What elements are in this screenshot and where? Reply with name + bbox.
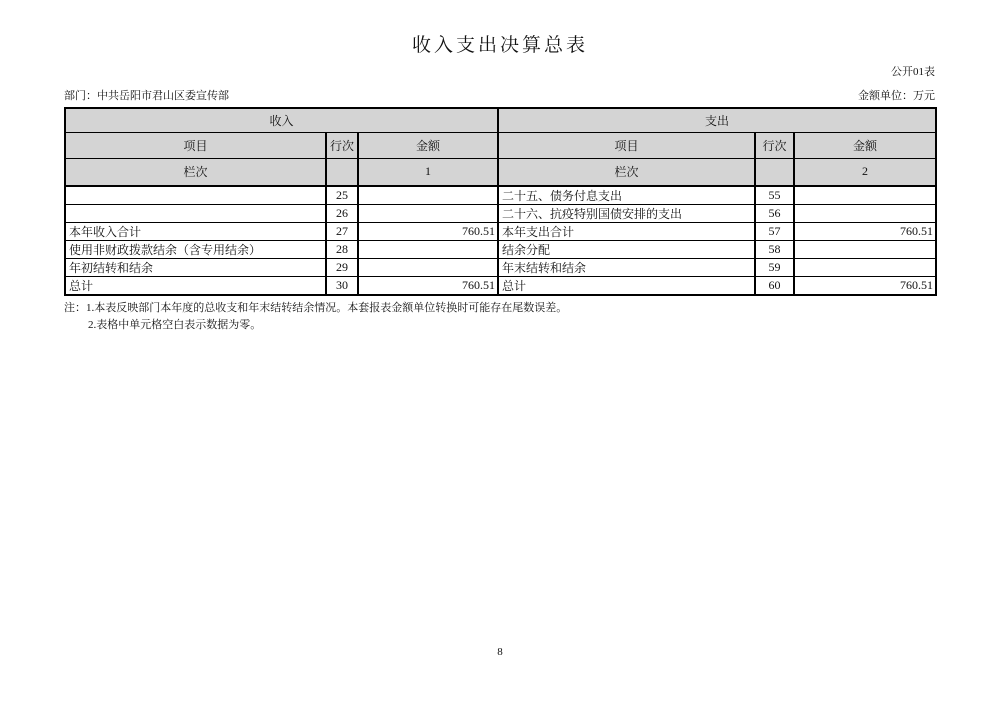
- doc-type-label: 公开01表: [891, 66, 935, 78]
- income-item-cell: 总计: [65, 277, 326, 296]
- column-header-row: [65, 132, 936, 158]
- page-title: 收入支出决算总表: [411, 35, 588, 56]
- expense-rowno-header: 行次: [755, 132, 794, 158]
- income-rowno-header: 行次: [326, 132, 358, 158]
- expense-amount-cell: [794, 241, 936, 259]
- table-row: [65, 205, 936, 223]
- column-index-row: [65, 158, 936, 186]
- table-row: [65, 223, 936, 241]
- income-rowno-cell: 26: [326, 205, 358, 223]
- expense-index-label: 栏次: [498, 158, 755, 186]
- expense-index-blank: [755, 158, 794, 186]
- expense-item-header: 项目: [498, 132, 755, 158]
- income-rowno-cell: 29: [326, 259, 358, 277]
- expense-item-cell: 年末结转和结余: [498, 259, 755, 277]
- meta-row: [64, 90, 935, 103]
- income-expense-table: [64, 107, 937, 296]
- expense-rowno-cell: 60: [755, 277, 794, 296]
- income-rowno-cell: 27: [326, 223, 358, 241]
- income-rowno-cell: 28: [326, 241, 358, 259]
- expense-rowno-cell: 55: [755, 186, 794, 205]
- income-amount-cell: [358, 186, 498, 205]
- table-row: [65, 241, 936, 259]
- expense-rowno-cell: 59: [755, 259, 794, 277]
- expense-item-cell: 本年支出合计: [498, 223, 755, 241]
- income-amount-cell: [358, 259, 498, 277]
- income-amount-cell: 760.51: [358, 277, 498, 296]
- income-index-blank: [326, 158, 358, 186]
- income-item-cell: 年初结转和结余: [65, 259, 326, 277]
- department-label: 部门：中共岳阳市君山区委宣传部: [64, 90, 229, 102]
- income-index-label: 栏次: [65, 158, 326, 186]
- income-item-cell: [65, 186, 326, 205]
- expense-rowno-cell: 57: [755, 223, 794, 241]
- income-item-cell: [65, 205, 326, 223]
- income-rowno-cell: 25: [326, 186, 358, 205]
- income-amount-cell: 760.51: [358, 223, 498, 241]
- footnotes: [64, 300, 935, 334]
- expense-item-cell: 二十五、债务付息支出: [498, 186, 755, 205]
- expense-rowno-cell: 56: [755, 205, 794, 223]
- expense-amount-header: 金额: [794, 132, 936, 158]
- expense-amount-cell: [794, 186, 936, 205]
- unit-label: 金额单位：万元: [858, 90, 935, 102]
- footnote-1: 注：1.本表反映部门本年度的总收支和年末结转结余情况。本套报表金额单位转换时可能存在尾数误差。: [64, 302, 568, 314]
- income-amount-header: 金额: [358, 132, 498, 158]
- income-item-cell: 使用非财政拨款结余（含专用结余）: [65, 241, 326, 259]
- expense-rowno-cell: 58: [755, 241, 794, 259]
- income-amount-cell: [358, 241, 498, 259]
- expense-section-header: 支出: [498, 108, 936, 132]
- expense-amount-cell: 760.51: [794, 277, 936, 296]
- expense-index-number: 2: [794, 158, 936, 186]
- expense-item-cell: 总计: [498, 277, 755, 296]
- section-header-row: [65, 108, 936, 132]
- income-item-cell: 本年收入合计: [65, 223, 326, 241]
- page-number: 8: [497, 646, 503, 658]
- income-index-number: 1: [358, 158, 498, 186]
- income-section-header: 收入: [65, 108, 498, 132]
- income-rowno-cell: 30: [326, 277, 358, 296]
- table-row: [65, 277, 936, 296]
- income-amount-cell: [358, 205, 498, 223]
- content-container: [64, 66, 935, 334]
- expense-amount-cell: [794, 205, 936, 223]
- expense-item-cell: 结余分配: [498, 241, 755, 259]
- expense-amount-cell: [794, 259, 936, 277]
- expense-amount-cell: 760.51: [794, 223, 936, 241]
- table-row: [65, 259, 936, 277]
- table-row: [65, 186, 936, 205]
- income-item-header: 项目: [65, 132, 326, 158]
- footnote-2: 2.表格中单元格空白表示数据为零。: [88, 319, 262, 331]
- expense-item-cell: 二十六、抗疫特别国债安排的支出: [498, 205, 755, 223]
